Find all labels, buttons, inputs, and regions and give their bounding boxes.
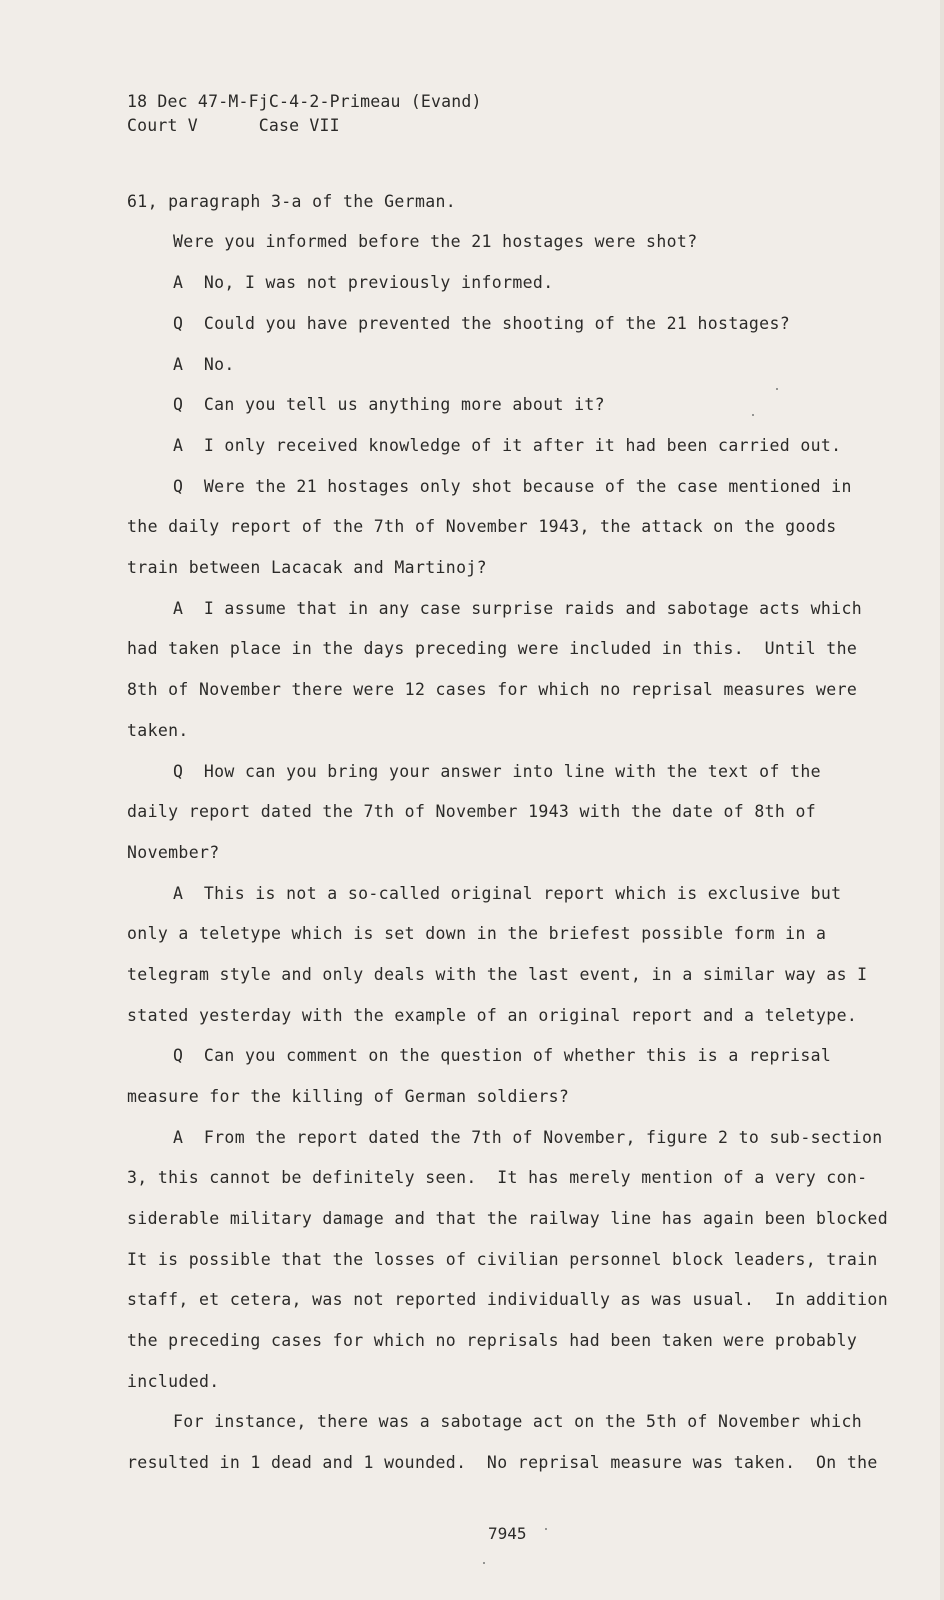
text-line: resulted in 1 dead and 1 wounded. No reprisal measure was taken. On the	[127, 1453, 878, 1472]
text-line: stated yesterday with the example of an original report and a teletype.	[127, 1006, 858, 1025]
text-line: 61, paragraph 3-a of the German.	[127, 192, 457, 211]
text-line: It is possible that the losses of civilian personnel block leaders, train	[127, 1250, 878, 1269]
text-line: taken.	[127, 721, 189, 740]
paper-speck	[752, 414, 754, 416]
text-line: A No, I was not previously informed.	[173, 273, 554, 292]
text-line: A No.	[173, 355, 235, 374]
text-line: November?	[127, 843, 220, 862]
paper-speck	[776, 388, 778, 390]
text-line: A I only received knowledge of it after it had been carried out.	[173, 436, 842, 455]
page-number: 7945	[488, 1524, 527, 1543]
text-line: Q Can you tell us anything more about it?	[173, 395, 605, 414]
text-line: Q Could you have prevented the shooting of the 21 hostages?	[173, 314, 791, 333]
text-line: 3, this cannot be definitely seen. It has merely mention of a very con-	[127, 1168, 868, 1187]
text-line: 8th of November there were 12 cases for which no reprisal measures were	[127, 680, 858, 699]
text-line: measure for the killing of German soldiers?	[127, 1087, 570, 1106]
text-line: siderable military damage and that the railway line has again been blocked	[127, 1209, 889, 1228]
header-court-case-line: Court V Case VII	[127, 116, 340, 135]
text-line: A From the report dated the 7th of November, figure 2 to sub-section	[173, 1128, 883, 1147]
text-line: the daily report of the 7th of November 1943, the attack on the goods	[127, 517, 837, 536]
text-line: Q Can you comment on the question of whether this is a reprisal	[173, 1046, 832, 1065]
text-line: For instance, there was a sabotage act on the 5th of November which	[173, 1412, 863, 1431]
header-reference-line: 18 Dec 47-M-FjC-4-2-Primeau (Evand)	[127, 92, 482, 111]
paper-speck	[545, 1528, 547, 1530]
text-line: had taken place in the days preceding were included in this. Until the	[127, 639, 858, 658]
text-line: included.	[127, 1372, 220, 1391]
text-line: Were you informed before the 21 hostages were shot?	[173, 232, 698, 251]
paper-speck	[483, 1562, 485, 1564]
text-line: only a teletype which is set down in the briefest possible form in a	[127, 924, 827, 943]
text-line: train between Lacacak and Martinoj?	[127, 558, 487, 577]
text-line: telegram style and only deals with the last event, in a similar way as I	[127, 965, 868, 984]
text-line: A This is not a so-called original report which is exclusive but	[173, 884, 842, 903]
text-line: the preceding cases for which no reprisals had been taken were probably	[127, 1331, 858, 1350]
text-line: A I assume that in any case surprise raids and sabotage acts which	[173, 599, 863, 618]
text-line: daily report dated the 7th of November 1943 with the date of 8th of	[127, 802, 817, 821]
text-line: Q Were the 21 hostages only shot because of the case mentioned in	[173, 477, 852, 496]
text-line: Q How can you bring your answer into line with the text of the	[173, 762, 821, 781]
text-line: staff, et cetera, was not reported individually as was usual. In addition	[127, 1290, 889, 1309]
